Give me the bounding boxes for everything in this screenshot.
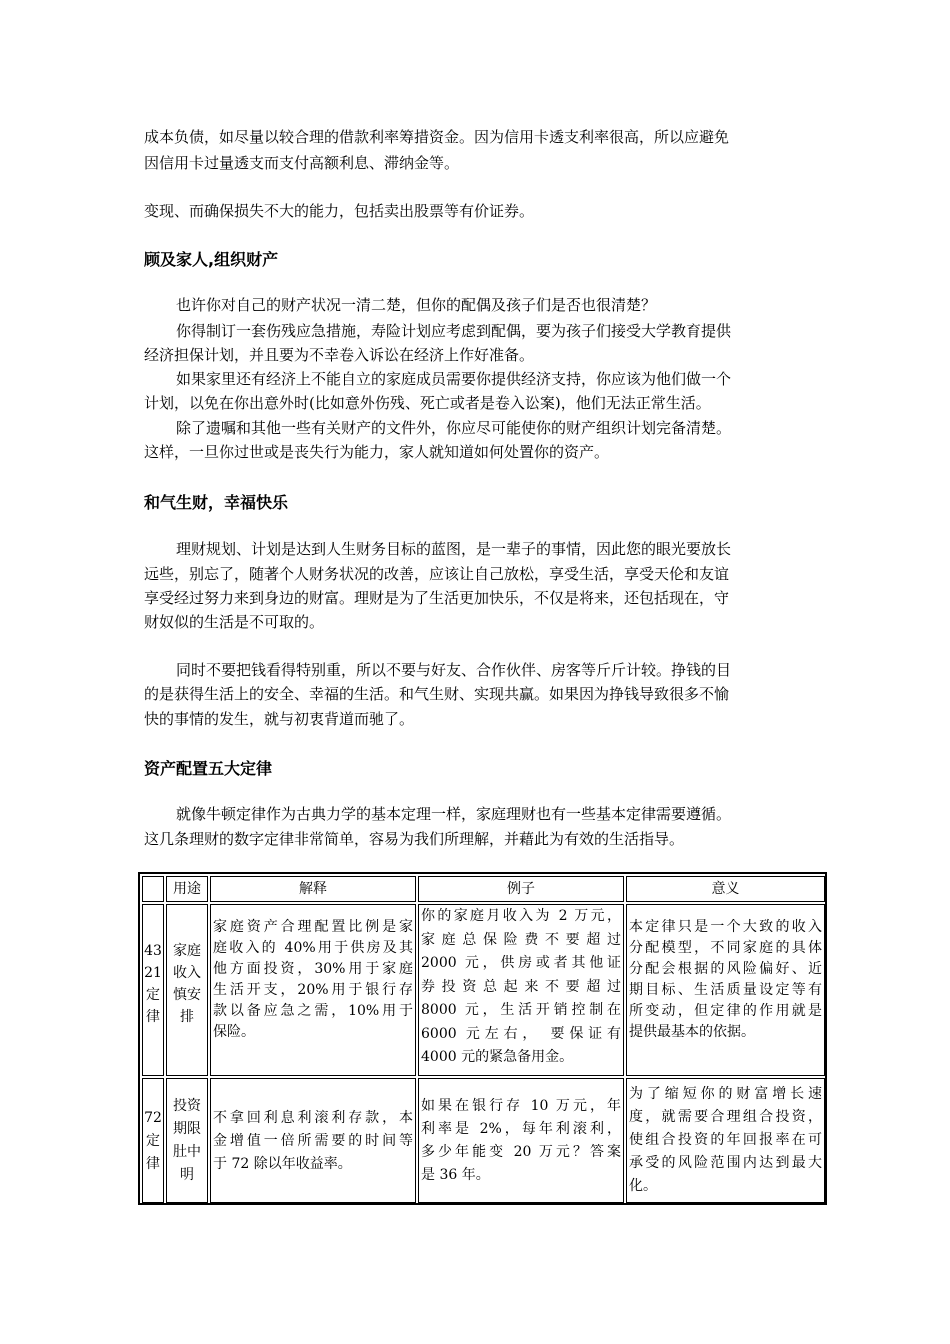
paragraph-line: 这几条理财的数字定律非常简单，容易为我们所理解，并藉此为有效的生活指导。 [144, 830, 685, 848]
paragraph-line: 你得制订一套伤残应急措施，寿险计划应考虑到配偶，要为孩子们接受大学教育提供 [176, 322, 732, 340]
paragraph-line: 财奴似的生活是不可取的。 [144, 613, 325, 631]
table-header-cell: 解释 [210, 876, 416, 902]
asset-allocation-table [138, 872, 827, 1205]
table-row-1-use: 家庭 收入 慎安 排 [166, 904, 208, 1076]
intro-line: 变现、而确保损失不大的能力，包括卖出股票等有价证券。 [144, 202, 535, 220]
table-row-1-name: 43 21 定 律 [142, 904, 164, 1076]
table-row-2-use: 投资 期限 肚中 明 [166, 1078, 208, 1203]
paragraph-line: 理财规划、计划是达到人生财务目标的蓝图，是一辈子的事情，因此您的眼光要放长 [176, 540, 732, 558]
table-header-cell: 用途 [166, 876, 208, 902]
section-heading: 和气生财，幸福快乐 [144, 493, 289, 512]
table-row-2-name: 72 定 律 [142, 1078, 164, 1203]
paragraph-line: 快的事情的发生，就与初衷背道而驰了。 [144, 710, 415, 728]
paragraph-line: 也许你对自己的财产状况一清二楚，但你的配偶及孩子们是否也很清楚？ [176, 296, 657, 314]
table-header-cell: 意义 [626, 876, 825, 902]
table-row-1-meaning: 本定律只是一个大致的收入 分配模型，不同家庭的具体 分配会根据的风险偏好、近 期目标、生活质量设定等有 所变动，但定律的作用就是 提供最基本的依据。 [626, 904, 825, 1076]
paragraph-line: 计划，以免在你出意外时(比如意外伤残、死亡或者是卷入讼案)，他们无法正常生活。 [144, 394, 711, 412]
table-row-1-explain: 家庭资产合理配置比例是家 庭收入的 40%用于供房及其 他方面投资，30%用于家庭 生活开支，20%用于银行存 款以备应急之需，10%用于 保险。 [210, 904, 416, 1076]
paragraph-line: 经济担保计划，并且要为不幸卷入诉讼在经济上作好准备。 [144, 346, 535, 364]
paragraph-line: 如果家里还有经济上不能自立的家庭成员需要你提供经济支持，你应该为他们做一个 [176, 370, 732, 388]
section-heading: 资产配置五大定律 [144, 759, 273, 778]
section-heading: 顾及家人,组织财产 [144, 250, 279, 269]
table-row-2-explain: 不拿回利息利滚利存款，本 金增值一倍所需要的时间等 于 72 除以年收益率。 [210, 1078, 416, 1203]
intro-line: 成本负债，如尽量以较合理的借款利率筹措资金。因为信用卡透支利率很高，所以应避免 [144, 128, 730, 146]
paragraph-line: 享受经过努力来到身边的财富。理财是为了生活更加快乐，不仅是将来，还包括现在，守 [144, 589, 730, 607]
table-row-2-meaning: 为了缩短你的财富增长速 度，就需要合理组合投资， 使组合投资的年回报率在可 承受的风险范围内达到最大 化。 [626, 1078, 825, 1203]
paragraph-line: 这样，一旦你过世或是丧失行为能力，家人就知道如何处置你的资产。 [144, 443, 610, 461]
intro-line: 因信用卡过量透支而支付高额利息、滞纳金等。 [144, 154, 460, 172]
table-row-2-example: 如果在银行存 10 万元，年 利率是 2%，每年利滚利， 多少年能变 20 万元？答案 是 36 年。 [418, 1078, 624, 1203]
table-header-cell [142, 876, 164, 902]
paragraph-line: 除了遗嘱和其他一些有关财产的文件外，你应尽可能使你的财产组织计划完备清楚。 [176, 419, 732, 437]
paragraph-line: 的是获得生活上的安全、幸福的生活。和气生财、实现共赢。如果因为挣钱导致很多不愉 [144, 685, 730, 703]
paragraph-line: 同时不要把钱看得特别重，所以不要与好友、合作伙伴、房客等斤斤计较。挣钱的目 [176, 661, 732, 679]
paragraph-line: 就像牛顿定律作为古典力学的基本定理一样，家庭理财也有一些基本定律需要遵循。 [176, 805, 732, 823]
paragraph-line: 远些，别忘了，随著个人财务状况的改善，应该让自己放松，享受生活，享受天伦和友谊 [144, 565, 730, 583]
table-row-1-example: 你的家庭月收入为 2 万元， 家 庭 总 保 险 费 不 要 超 过 2000 元，供房或者其他证 券 投 资 总 起 来 不 要 超 过 8000 元，生活开销控制在 6000 元左右， 要保证有 4000 元的紧急备用金。 [418, 904, 624, 1076]
table-header-cell: 例子 [418, 876, 624, 902]
